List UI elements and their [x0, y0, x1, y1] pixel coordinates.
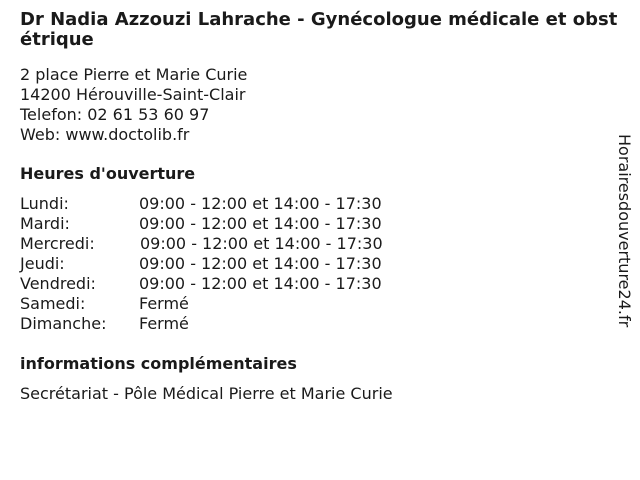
- address-street: 2 place Pierre et Marie Curie: [20, 65, 248, 84]
- day-label: Vendredi:: [20, 274, 96, 293]
- day-hours: 09:00 - 12:00 et 14:00 - 17:30: [140, 234, 383, 253]
- page-title: Dr Nadia Azzouzi Lahrache - Gynécologue médicale et obstétrique: [20, 9, 618, 50]
- day-hours: Fermé: [139, 314, 189, 333]
- day-label: Jeudi:: [20, 254, 65, 273]
- info-text: Secrétariat - Pôle Médical Pierre et Marie Curie: [20, 384, 393, 403]
- day-label: Mardi:: [20, 214, 70, 233]
- phone-number: Telefon: 02 61 53 60 97: [20, 105, 210, 124]
- day-hours: 09:00 - 12:00 et 14:00 - 17:30: [139, 194, 382, 213]
- address-city: 14200 Hérouville-Saint-Clair: [20, 85, 246, 104]
- day-label: Lundi:: [20, 194, 69, 213]
- info-heading: informations complémentaires: [20, 354, 297, 373]
- day-hours: 09:00 - 12:00 et 14:00 - 17:30: [139, 274, 382, 293]
- day-hours: Fermé: [139, 294, 189, 313]
- watermark: [612, 134, 636, 344]
- hours-heading: Heures d'ouverture: [20, 164, 196, 183]
- website: Web: www.doctolib.fr: [20, 125, 190, 144]
- address-block: [20, 65, 247, 145]
- day-label: Samedi:: [20, 294, 86, 313]
- day-hours: 09:00 - 12:00 et 14:00 - 17:30: [139, 254, 382, 273]
- day-hours: 09:00 - 12:00 et 14:00 - 17:30: [139, 214, 382, 233]
- watermark-text: Horairesdouverture24.fr: [615, 134, 634, 328]
- day-label: Dimanche:: [20, 314, 107, 333]
- day-label: Mercredi:: [20, 234, 95, 253]
